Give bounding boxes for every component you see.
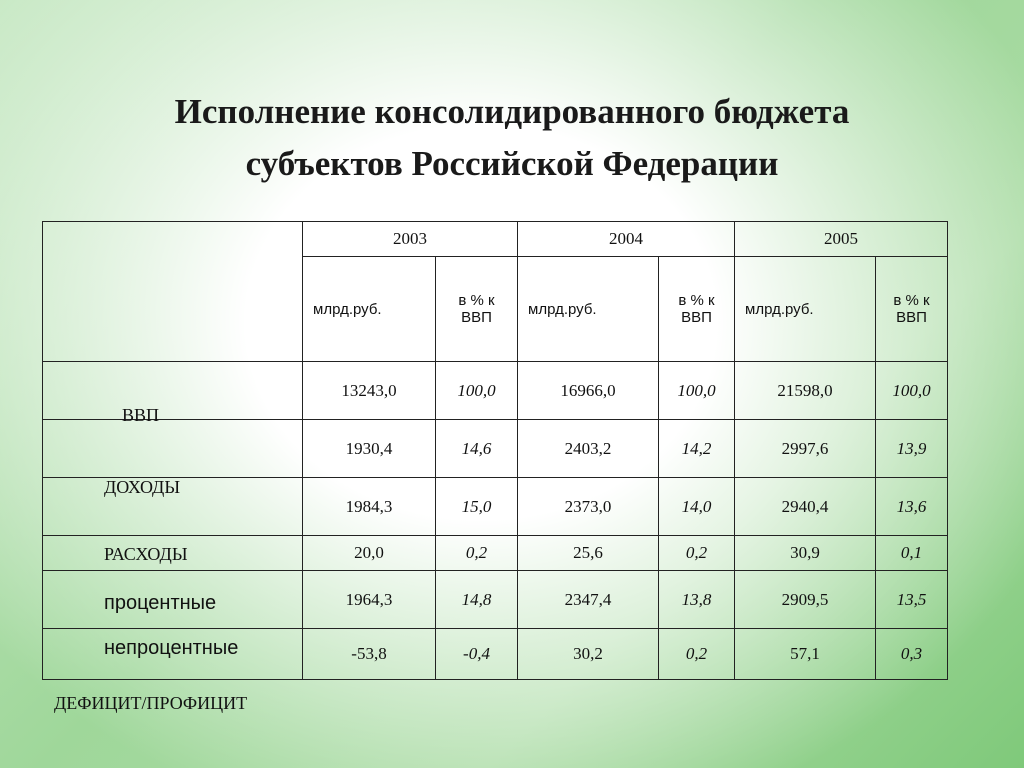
table-cell: 20,0 [303,536,436,571]
table-cell: 0,2 [659,629,735,680]
slide-title-line-2: субъектов Российской Федерации [245,144,779,183]
table-cell: 15,0 [436,478,518,536]
subheader-pct-2003: в % к ВВП [436,257,518,362]
row-label-deficit-surplus: ДЕФИЦИТ/ПРОФИЦИТ [54,693,248,713]
table-cell: 30,9 [735,536,876,571]
subheader-abs-2003: млрд.руб. [303,257,436,362]
table-cell: 13,5 [876,571,948,629]
table-cell: 13,9 [876,420,948,478]
table-cell: 13,8 [659,571,735,629]
table-cell: 25,6 [518,536,659,571]
row-label-non-interest: непроцентные [104,637,239,659]
table-row-1 [43,362,948,420]
subheader-pct-2004: в % к ВВП [659,257,735,362]
table-cell: -0,4 [436,629,518,680]
row-label-revenue: ДОХОДЫ [104,477,181,497]
year-header-2003: 2003 [303,222,518,257]
row-label-gdp: ВВП [122,405,160,425]
table-cell: 1984,3 [303,478,436,536]
table-cell: 30,2 [518,629,659,680]
subheader-abs-2004: млрд.руб. [518,257,659,362]
table-cell: 2909,5 [735,571,876,629]
table-cell: 57,1 [735,629,876,680]
header-stub [43,222,303,362]
table-cell: 1930,4 [303,420,436,478]
table-cell: 0,2 [659,536,735,571]
table-cell: 14,6 [436,420,518,478]
table-cell: 16966,0 [518,362,659,420]
year-header-2005: 2005 [735,222,948,257]
table-cell: 14,2 [659,420,735,478]
table-cell: 21598,0 [735,362,876,420]
table-cell: -53,8 [303,629,436,680]
table-cell: 1964,3 [303,571,436,629]
table-cell: 2373,0 [518,478,659,536]
table-cell: 2347,4 [518,571,659,629]
subheader-pct-2005: в % к ВВП [876,257,948,362]
table-cell: 14,0 [659,478,735,536]
table-cell: 13243,0 [303,362,436,420]
row-label-expenditure: РАСХОДЫ [104,544,188,564]
table-cell: 0,1 [876,536,948,571]
row-label-interest: процентные [104,592,217,614]
subheader-abs-2005: млрд.руб. [735,257,876,362]
table-cell: 13,6 [876,478,948,536]
table-cell: 100,0 [659,362,735,420]
row-stub [43,362,303,420]
slide-title-line-1: Исполнение консолидированного бюджета [174,92,850,131]
slide-title [60,86,964,190]
year-header-2004: 2004 [518,222,735,257]
table-cell: 0,3 [876,629,948,680]
table-cell: 100,0 [436,362,518,420]
table-cell: 100,0 [876,362,948,420]
table-cell: 2940,4 [735,478,876,536]
table-cell: 2403,2 [518,420,659,478]
table-cell: 0,2 [436,536,518,571]
table-cell: 2997,6 [735,420,876,478]
row-stub [43,420,303,478]
table-row-2 [43,420,948,478]
table-cell: 14,8 [436,571,518,629]
